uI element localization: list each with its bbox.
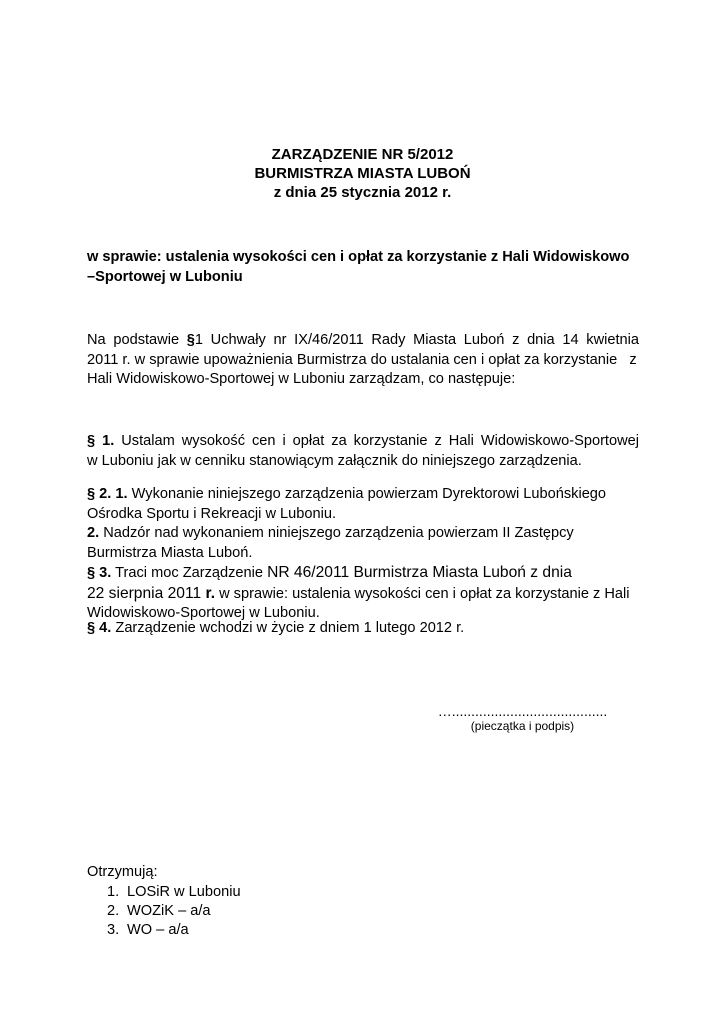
- list-item: 1. LOSiR w Luboniu: [107, 883, 241, 900]
- section-3-line-3: Widowiskowo-Sportowej w Luboniu.: [87, 605, 320, 621]
- section-4: [87, 619, 647, 639]
- recipients-heading: Otrzymują:: [87, 864, 158, 880]
- signature-label: (pieczątka i podpis): [470, 719, 575, 733]
- subject: [87, 247, 639, 287]
- section-1: [87, 432, 639, 471]
- subject-line-2: –Sportowej w Luboniu: [87, 269, 243, 285]
- list-item: 3. WO – a/a: [107, 921, 189, 938]
- title-line-1: ZARZĄDZENIE NR 5/2012: [271, 146, 454, 163]
- title-line-3: z dnia 25 stycznia 2012 r.: [273, 184, 452, 201]
- recipients: [87, 863, 647, 940]
- section-1-line-2: w Luboniu jak w cenniku stanowiącym załącznik do niniejszego zarządzenia.: [87, 452, 582, 469]
- section-3: [87, 563, 647, 624]
- title-line-2: BURMISTRZA MIASTA LUBOŃ: [254, 165, 471, 182]
- section-2-line-1: § 2. 1. Wykonanie niniejszego zarządzenia powierzam Dyrektorowi Lubońskiego: [87, 486, 607, 502]
- signature-line: …........................................: [437, 703, 608, 719]
- recipients-list: [87, 883, 647, 940]
- list-item: 2. WOZiK – a/a: [107, 902, 211, 919]
- section-3-line-1: § 3. Traci moc Zarządzenie NR 46/2011 Burmistrza Miasta Luboń z dnia: [87, 564, 572, 581]
- signature-block: [420, 703, 625, 734]
- section-2: [87, 485, 647, 563]
- legal-basis: [87, 331, 639, 390]
- basis-line-3: Hali Widowiskowo-Sportowej w Luboniu zarządzam, co następuje:: [87, 371, 516, 387]
- section-3-line-2: 22 sierpnia 2011 r. w sprawie: ustalenia wysokości cen i opłat za korzystanie z Hali: [87, 584, 630, 602]
- basis-line-2: 2011 r. w sprawie upoważnienia Burmistrza do ustalania cen i opłat za korzystanie z: [87, 351, 637, 368]
- basis-line-1: Na podstawie §1 Uchwały nr IX/46/2011 Rady Miasta Luboń z dnia 14 kwietnia: [87, 332, 639, 348]
- subject-line-1: w sprawie: ustalenia wysokości cen i opłat za korzystanie z Hali Widowiskowo: [87, 249, 630, 265]
- document-title: [0, 145, 725, 202]
- section-4-line: § 4. Zarządzenie wchodzi w życie z dniem 1 lutego 2012 r.: [87, 620, 465, 636]
- section-2-2-line-2: Burmistrza Miasta Luboń.: [87, 544, 253, 561]
- section-2-2-line-1: 2. Nadzór nad wykonaniem niniejszego zarządzenia powierzam II Zastępcy: [87, 525, 574, 541]
- section-1-line-1: § 1. Ustalam wysokość cen i opłat za korzystanie z Hali Widowiskowo-Sportowej: [87, 433, 639, 449]
- section-2-line-2: Ośrodka Sportu i Rekreacji w Luboniu.: [87, 505, 337, 522]
